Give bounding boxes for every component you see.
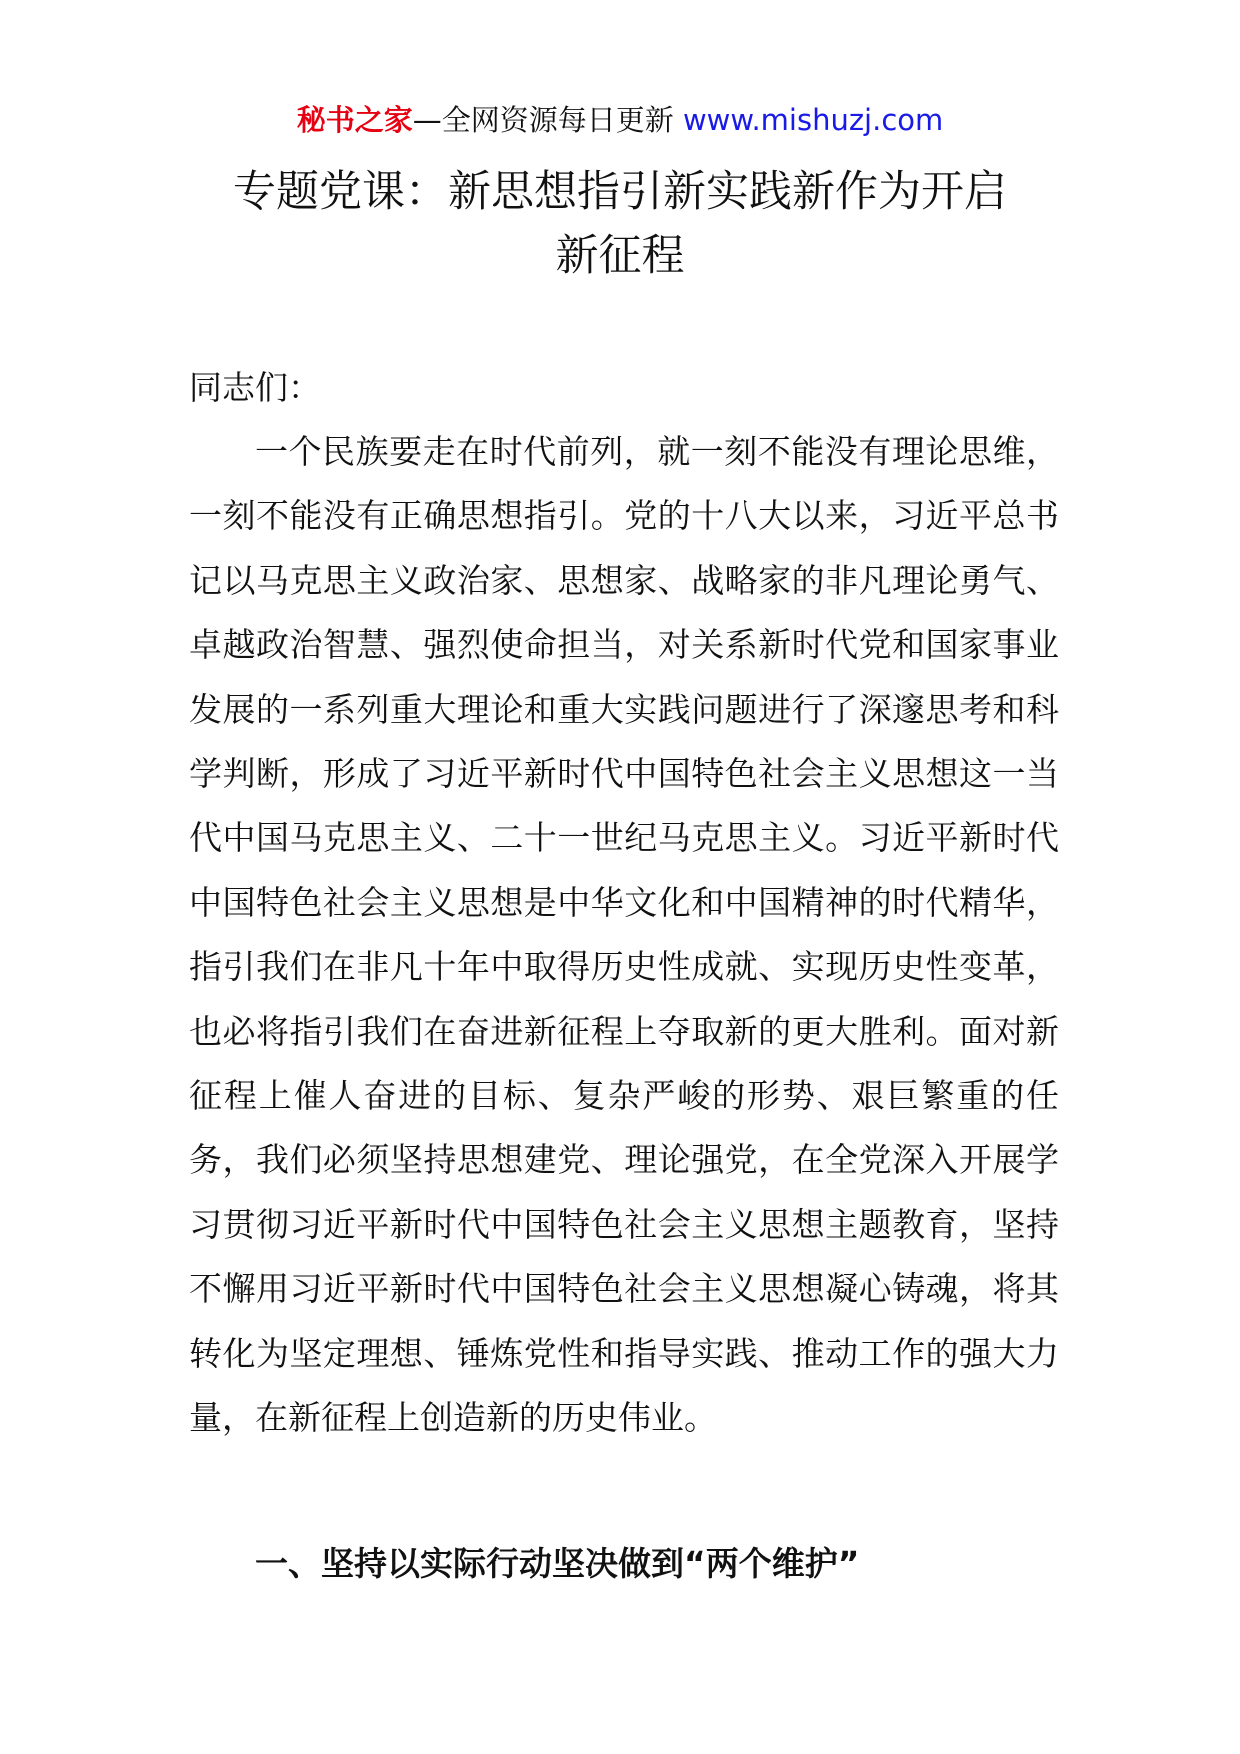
salutation: 同志们： (189, 368, 321, 407)
document-title (150, 160, 1090, 288)
brand-name: 秘书之家 (296, 103, 413, 137)
title-line-2: 新征程 (555, 231, 685, 281)
body-paragraph: 一个民族要走在时代前列，就一刻不能没有理论思维，一刻不能没有正确思想指引。党的十八大以来，习近平总书记以马克思主义政治家、思想家、战略家的非凡理论勇气、卓越政治智慧、强烈使命担当，对关系新时代党和国家事业发展的一系列重大理论和重大实践问题进行了深邃思考和科学判断，形成了习近平新时代中国特色社会主义思想这一当代中国马克思主义、二十一世纪马克思主义。习近平新时代中国特色社会主义思想是中华文化和中国精神的时代精华，指引我们在非凡十年中取得历史性成就、实现历史性变革，也必将指引我们在奋进新征程上夺取新的更大胜利。面对新征程上催人奋进的目标、复杂严峻的形势、艰巨繁重的任务，我们必须坚持思想建党、理论强党，在全党深入开展学习贯彻习近平新时代中国特色社会主义思想主题教育，坚持不懈用习近平新时代中国特色社会主义思想凝心铸魂，将其转化为坚定理想、锤炼党性和指导实践、推动工作的强大力量，在新征程上创造新的历史伟业。 (189, 432, 1059, 1438)
section-heading: 一、坚持以实际行动坚决做到“两个维护” (255, 1544, 860, 1583)
site-url-link[interactable]: www.mishuzj.com (682, 103, 944, 137)
site-header (0, 100, 1240, 140)
header-tagline: —全网资源每日更新 (412, 103, 683, 137)
title-line-1: 专题党课：新思想指引新实践新作为开启 (233, 167, 1007, 217)
